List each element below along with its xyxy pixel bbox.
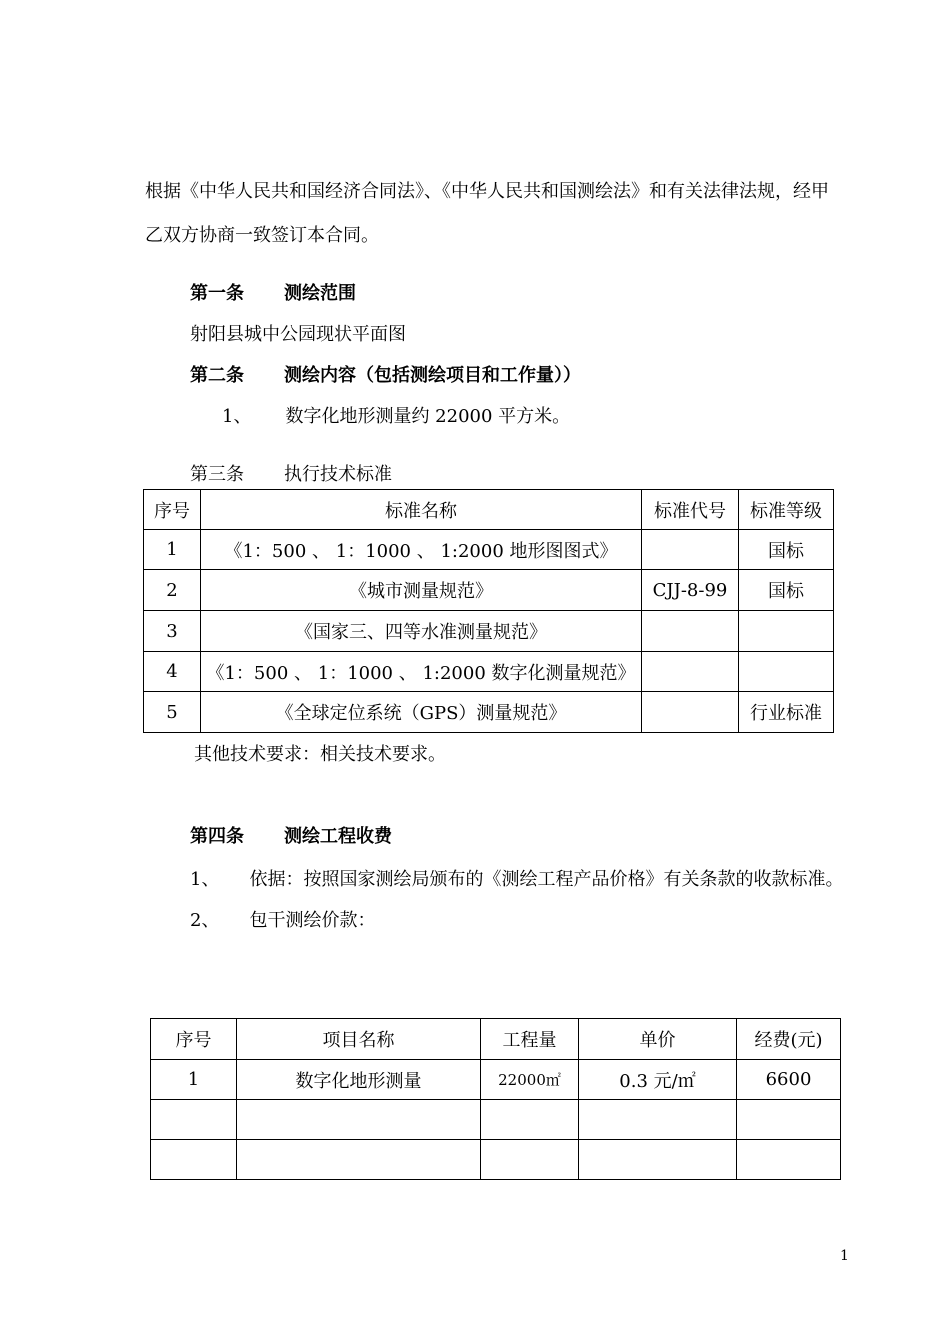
- article4-item-2-number: 2、: [190, 910, 220, 931]
- standards-table-header: [144, 490, 834, 530]
- table-cell: [642, 611, 739, 652]
- table-cell: 4: [144, 652, 201, 692]
- article4-item-1-number: 1、: [190, 869, 220, 890]
- table-row: [144, 530, 834, 570]
- table-cell: [642, 652, 739, 692]
- article4-item-1: [190, 868, 843, 892]
- table-cell: [739, 652, 834, 692]
- other-requirements: 其他技术要求：相关技术要求。: [194, 744, 446, 765]
- table-cell: CJJ-8-99: [642, 570, 739, 611]
- table-row: [151, 1100, 841, 1140]
- fee-table: [150, 1018, 841, 1180]
- table-cell: [237, 1140, 481, 1180]
- table-cell: [579, 1100, 737, 1140]
- table-row: [151, 1060, 841, 1100]
- table-cell: [739, 611, 834, 652]
- article4-heading: [190, 825, 392, 849]
- table-cell: 3: [144, 611, 201, 652]
- table-cell: 《全球定位系统（GPS）测量规范》: [201, 692, 642, 733]
- header-cell: 经费(元): [737, 1019, 841, 1060]
- article4-number: 第四条: [190, 826, 244, 847]
- header-cell: 序号: [151, 1019, 237, 1060]
- table-row: [151, 1140, 841, 1180]
- table-cell: [237, 1100, 481, 1140]
- table-cell: 1: [144, 530, 201, 570]
- article1-content: 射阳县城中公园现状平面图: [190, 324, 406, 345]
- article1-number: 第一条: [190, 283, 244, 304]
- article2-number: 第二条: [190, 365, 244, 386]
- article4-item-2: [190, 909, 375, 933]
- article2-heading: [190, 364, 581, 388]
- header-cell: 项目名称: [237, 1019, 481, 1060]
- header-cell: 标准代号: [642, 490, 739, 530]
- article2-item-number: 1、: [222, 406, 252, 427]
- table-cell: [642, 530, 739, 570]
- table-cell: 《1：500 、 1：1000 、 1:2000 数字化测量规范》: [201, 652, 642, 692]
- table-cell: [737, 1140, 841, 1180]
- article4-item-2-text: 包干测绘价款：: [249, 910, 376, 931]
- table-row: [144, 652, 834, 692]
- table-cell: [737, 1100, 841, 1140]
- table-cell: 数字化地形测量: [237, 1060, 481, 1100]
- table-cell: 《国家三、四等水准测量规范》: [201, 611, 642, 652]
- table-cell: [642, 692, 739, 733]
- article3-heading: [190, 463, 392, 487]
- article4-title: 测绘工程收费: [284, 826, 392, 847]
- article1-title: 测绘范围: [284, 283, 356, 304]
- intro-line-2: 乙双方协商一致签订本合同。: [145, 225, 379, 246]
- table-cell: 《城市测量规范》: [201, 570, 642, 611]
- table-cell: 6600: [737, 1060, 841, 1100]
- table-cell: [481, 1140, 579, 1180]
- table-cell: [481, 1100, 579, 1140]
- table-cell: 1: [151, 1060, 237, 1100]
- article3-number: 第三条: [190, 464, 244, 485]
- table-cell: [151, 1100, 237, 1140]
- table-row: [144, 692, 834, 733]
- article3-title: 执行技术标准: [284, 464, 392, 485]
- table-cell: 5: [144, 692, 201, 733]
- header-cell: 单价: [579, 1019, 737, 1060]
- standards-table: [143, 489, 834, 733]
- table-row: [144, 611, 834, 652]
- table-cell: [151, 1140, 237, 1180]
- table-cell: 22000㎡: [481, 1060, 579, 1100]
- table-cell: 国标: [739, 530, 834, 570]
- article2-title: 测绘内容（包括测绘项目和工作量））: [284, 365, 581, 386]
- table-cell: 2: [144, 570, 201, 611]
- fee-table-header: [151, 1019, 841, 1060]
- table-cell: 《1：500 、 1：1000 、 1:2000 地形图图式》: [201, 530, 642, 570]
- article2-item: [222, 405, 570, 429]
- table-cell: 行业标准: [739, 692, 834, 733]
- article1-heading: [190, 282, 356, 306]
- header-cell: 工程量: [481, 1019, 579, 1060]
- header-cell: 标准等级: [739, 490, 834, 530]
- table-row: [144, 570, 834, 611]
- article4-item-1-text: 依据：按照国家测绘局颁布的《测绘工程产品价格》有关条款的收款标准。: [249, 869, 844, 890]
- header-cell: 标准名称: [201, 490, 642, 530]
- header-cell: 序号: [144, 490, 201, 530]
- page-number: 1: [840, 1248, 849, 1264]
- article2-item-text: 数字化地形测量约 22000 平方米。: [285, 406, 571, 427]
- intro-line-1: 根据《中华人民共和国经济合同法》、《中华人民共和国测绘法》和有关法律法规，经甲: [145, 181, 829, 202]
- table-cell: 国标: [739, 570, 834, 611]
- table-cell: [579, 1140, 737, 1180]
- table-cell: 0.3 元/㎡: [579, 1060, 737, 1100]
